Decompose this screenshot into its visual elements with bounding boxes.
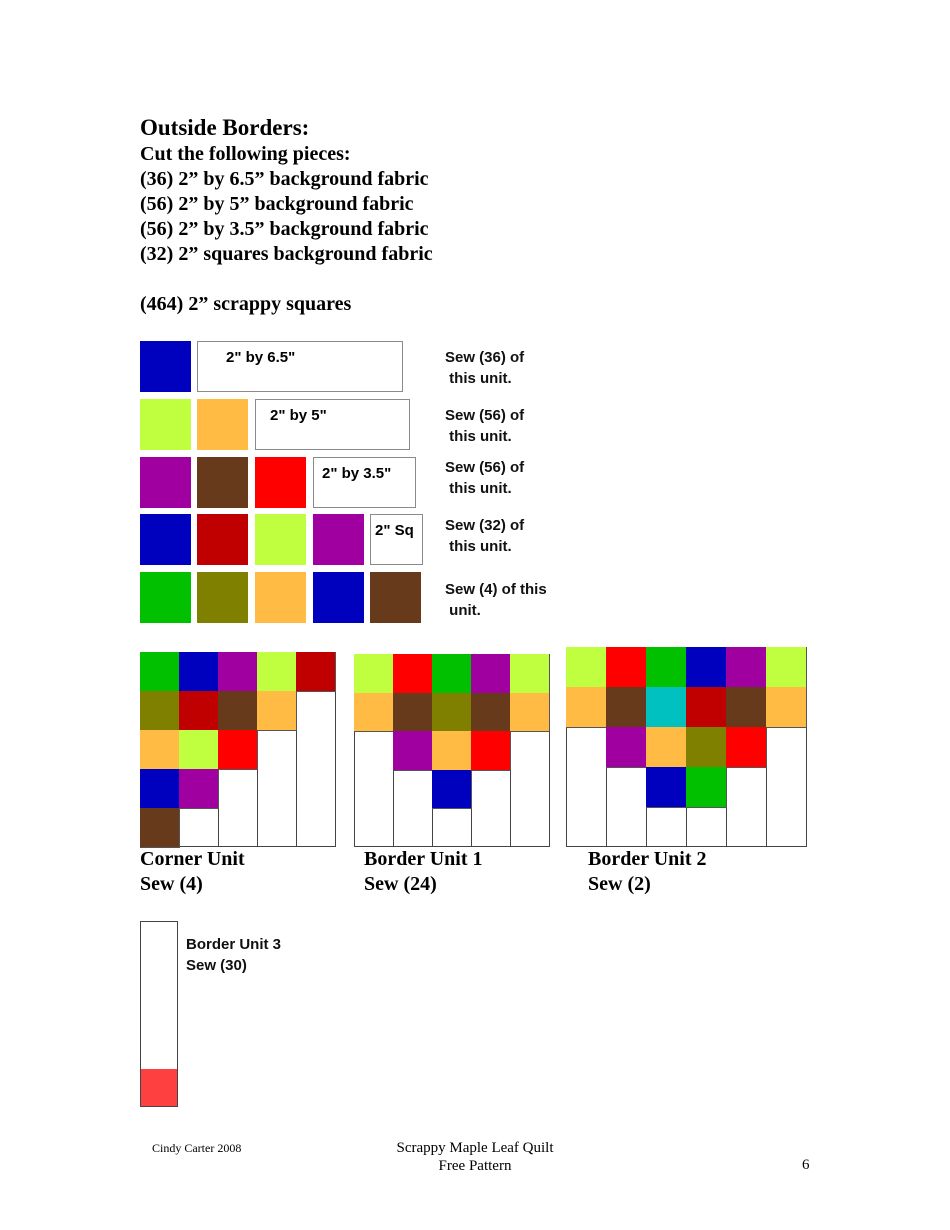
- border-unit-2-sew: Sew (2): [588, 873, 651, 895]
- background-strip: [510, 731, 550, 847]
- background-strip: [393, 770, 433, 848]
- border-unit-3-strip: [140, 921, 178, 1107]
- fabric-square: [646, 727, 687, 768]
- cut-intro: Cut the following pieces:: [140, 143, 351, 165]
- border-unit-1-diagram: [354, 654, 549, 847]
- border-unit-2-diagram: [566, 647, 806, 847]
- cut-item: (36) 2” by 6.5” background fabric: [140, 168, 429, 190]
- footer-title: [375, 1139, 575, 1175]
- fabric-square: [179, 691, 219, 731]
- fabric-square: [140, 652, 180, 692]
- footer-author: Cindy Carter 2008: [152, 1141, 242, 1155]
- border-unit-1-caption: [364, 847, 483, 897]
- fabric-square: [140, 691, 180, 731]
- fabric-square: [313, 514, 364, 565]
- background-piece: 2" by 6.5": [197, 341, 403, 392]
- fabric-square: [606, 727, 647, 768]
- fabric-square: [179, 652, 219, 692]
- fabric-square: [726, 647, 767, 688]
- fabric-square: [140, 730, 180, 770]
- fabric-square: [140, 399, 191, 450]
- fabric-square: [296, 652, 336, 692]
- fabric-square: [471, 654, 511, 694]
- border-unit-1-name: Border Unit 1: [364, 848, 483, 870]
- page-number: 6: [802, 1157, 810, 1173]
- fabric-square: [197, 399, 248, 450]
- unit-sew-note: Sew (36) of this unit.: [445, 349, 525, 387]
- fabric-square: [370, 572, 421, 623]
- fabric-square: [566, 687, 607, 728]
- fabric-square: [218, 730, 258, 770]
- fabric-square: [140, 341, 191, 392]
- fabric-square: [218, 691, 258, 731]
- background-strip: [471, 770, 511, 848]
- background-strip: [766, 727, 807, 847]
- fabric-square: [218, 652, 258, 692]
- section-title: Outside Borders:: [140, 115, 310, 140]
- fabric-square: [726, 687, 767, 728]
- fabric-square: [686, 727, 727, 768]
- background-strip: [432, 808, 472, 847]
- fabric-square: [606, 647, 647, 688]
- fabric-square: [257, 652, 297, 692]
- fabric-square: [255, 457, 306, 508]
- fabric-square: [197, 457, 248, 508]
- cut-item: (56) 2” by 5” background fabric: [140, 193, 414, 215]
- corner-unit-sew: Sew (4): [140, 873, 203, 895]
- border-unit-1-sew: Sew (24): [364, 873, 437, 895]
- fabric-square: [140, 457, 191, 508]
- corner-unit-diagram: [140, 652, 336, 847]
- corner-unit-name: Corner Unit: [140, 848, 245, 870]
- fabric-square: [646, 647, 687, 688]
- fabric-square: [197, 514, 248, 565]
- background-strip: [726, 767, 767, 847]
- fabric-square: [471, 693, 511, 733]
- fabric-square: [179, 769, 219, 809]
- footer-title-line2: Free Pattern: [438, 1158, 512, 1174]
- fabric-square: [393, 731, 433, 771]
- fabric-square: [140, 514, 191, 565]
- fabric-square: [354, 693, 394, 733]
- background-strip: [566, 727, 607, 847]
- background-strip: [218, 769, 258, 847]
- border-unit-2-name: Border Unit 2: [588, 848, 707, 870]
- fabric-square: [766, 687, 807, 728]
- border-unit-3-label: Border Unit 3 Sew (30): [186, 936, 282, 974]
- fabric-square: [766, 647, 807, 688]
- fabric-square: [140, 572, 191, 623]
- fabric-square: [257, 691, 297, 731]
- fabric-square: [432, 654, 472, 694]
- fabric-square: [179, 730, 219, 770]
- background-strip: [179, 808, 219, 847]
- fabric-square: [646, 767, 687, 808]
- footer-title-line1: Scrappy Maple Leaf Quilt: [396, 1140, 554, 1156]
- fabric-square: [140, 808, 180, 848]
- border-unit-3-square: [141, 1069, 177, 1106]
- fabric-square: [726, 727, 767, 768]
- corner-unit-caption: [140, 847, 245, 897]
- background-strip: [606, 767, 647, 847]
- fabric-square: [393, 654, 433, 694]
- background-strip: [257, 730, 297, 847]
- fabric-square: [255, 572, 306, 623]
- fabric-square: [646, 687, 687, 728]
- fabric-square: [393, 693, 433, 733]
- fabric-square: [432, 770, 472, 810]
- cut-item: (32) 2” squares background fabric: [140, 243, 433, 265]
- fabric-square: [686, 687, 727, 728]
- background-piece: 2" by 3.5": [313, 457, 416, 508]
- fabric-square: [140, 769, 180, 809]
- fabric-square: [255, 514, 306, 565]
- fabric-square: [510, 693, 550, 733]
- fabric-square: [686, 767, 727, 808]
- fabric-square: [432, 693, 472, 733]
- fabric-square: [510, 654, 550, 694]
- fabric-square: [686, 647, 727, 688]
- fabric-square: [566, 647, 607, 688]
- unit-sew-note: Sew (32) of this unit.: [445, 517, 525, 555]
- fabric-square: [313, 572, 364, 623]
- unit-sew-note: Sew (4) of this unit.: [445, 581, 547, 619]
- fabric-square: [471, 731, 511, 771]
- fabric-square: [354, 654, 394, 694]
- background-piece: 2" Sq: [370, 514, 423, 565]
- unit-sew-note: Sew (56) of this unit.: [445, 407, 525, 445]
- fabric-square: [432, 731, 472, 771]
- fabric-square: [606, 687, 647, 728]
- scrappy-squares-count: (464) 2” scrappy squares: [140, 293, 352, 315]
- background-strip: [686, 807, 727, 847]
- border-unit-2-caption: [588, 847, 707, 897]
- unit-sew-note: Sew (56) of this unit.: [445, 459, 525, 497]
- fabric-square: [197, 572, 248, 623]
- cut-item: (56) 2” by 3.5” background fabric: [140, 218, 429, 240]
- background-strip: [354, 731, 394, 847]
- background-strip: [646, 807, 687, 847]
- background-strip: [296, 691, 336, 847]
- background-piece: 2" by 5": [255, 399, 410, 450]
